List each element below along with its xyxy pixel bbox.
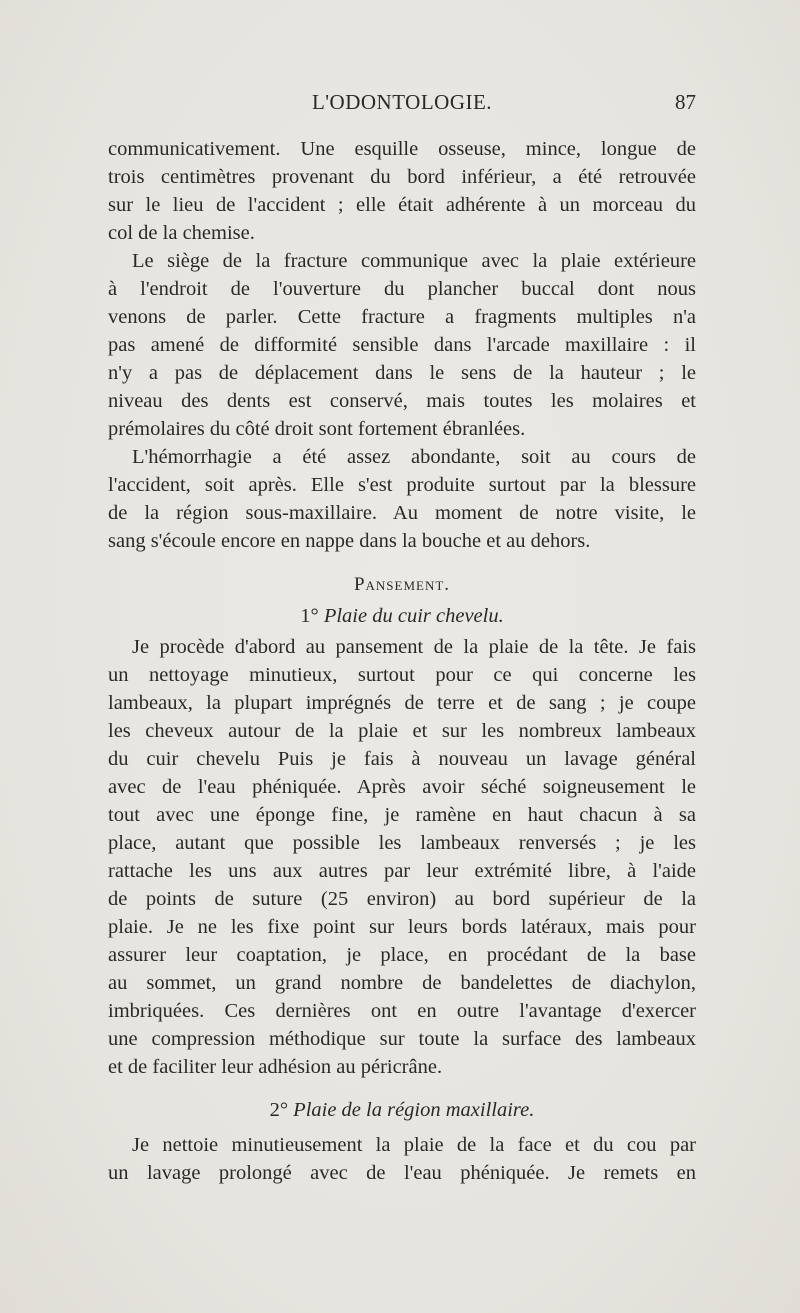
paragraph-face-cleaning bbox=[108, 1131, 696, 1187]
text-line: de points de suture (25 environ) au bord supérieur de la bbox=[108, 888, 696, 910]
text-line: un nettoyage minutieux, surtout pour ce qui concerne les bbox=[108, 664, 696, 686]
text-line: un lavage prolongé avec de l'eau phéniquée. Je remets en bbox=[108, 1162, 696, 1184]
text-line: niveau des dents est conservé, mais toutes les molaires et bbox=[108, 390, 696, 412]
text-line: l'accident, soit après. Elle s'est produite surtout par la blessure bbox=[108, 474, 696, 496]
text-line: une compression méthodique sur toute la surface des lambeaux bbox=[108, 1028, 696, 1050]
text-line: lambeaux, la plupart imprégnés de terre et de sang ; je coupe bbox=[108, 692, 696, 714]
text-line: du cuir chevelu Puis je fais à nouveau un lavage général bbox=[108, 748, 696, 770]
running-head bbox=[108, 90, 696, 120]
text-line: rattache les uns aux autres par leur extrémité libre, à l'aide bbox=[108, 860, 696, 882]
paragraph-fracture bbox=[108, 247, 696, 443]
text-line: n'y a pas de déplacement dans le sens de la hauteur ; le bbox=[108, 362, 696, 384]
text-line: plaie. Je ne les fixe point sur leurs bords latéraux, mais pour bbox=[108, 916, 696, 938]
text-line: L'hémorrhagie a été assez abondante, soit au cours de bbox=[132, 446, 696, 468]
paragraph-scalp-dressing bbox=[108, 633, 696, 1081]
text-line: communicativement. Une esquille osseuse, mince, longue de bbox=[108, 138, 696, 160]
text-line: sang s'écoule encore en nappe dans la bouche et au dehors. bbox=[108, 530, 591, 552]
text-line: à l'endroit de l'ouverture du plancher buccal dont nous bbox=[108, 278, 696, 300]
text-line: et de faciliter leur adhésion au péricrâne. bbox=[108, 1056, 443, 1078]
text-line: place, autant que possible les lambeaux renversés ; je les bbox=[108, 832, 696, 854]
text-line: au sommet, un grand nombre de bandelettes de diachylon, bbox=[108, 972, 696, 994]
text-line: venons de parler. Cette fracture a fragments multiples n'a bbox=[108, 306, 696, 328]
subheading-number: 1° bbox=[300, 605, 319, 627]
paragraph-hemorrhage bbox=[108, 443, 696, 555]
text-line: avec de l'eau phéniquée. Après avoir séché soigneusement le bbox=[108, 776, 696, 798]
subheading-number: 2° bbox=[269, 1099, 289, 1121]
page-number: 87 bbox=[675, 90, 696, 114]
text-line: sur le lieu de l'accident ; elle était adhérente à un morceau du bbox=[108, 194, 696, 216]
text-line: Le siège de la fracture communique avec la plaie extérieure bbox=[132, 250, 696, 272]
paragraph-continuation bbox=[108, 135, 696, 247]
body-text bbox=[108, 135, 696, 1187]
text-line: les cheveux autour de la plaie et sur les nombreux lambeaux bbox=[108, 720, 696, 742]
text-line: prémolaires du côté droit sont fortement ébranlées. bbox=[108, 418, 526, 440]
subheading-title: Plaie de la région maxillaire. bbox=[293, 1099, 535, 1121]
text-line: trois centimètres provenant du bord inférieur, a été retrouvée bbox=[108, 166, 696, 188]
text-line: col de la chemise. bbox=[108, 222, 255, 244]
text-line: tout avec une éponge fine, je ramène en haut chacun à sa bbox=[108, 804, 696, 826]
text-line: pas amené de difformité sensible dans l'arcade maxillaire : il bbox=[108, 334, 696, 356]
text-line: Je procède d'abord au pansement de la plaie de la tête. Je fais bbox=[132, 636, 696, 658]
subheading-maxillary-wound bbox=[108, 1095, 696, 1125]
text-line: de la région sous-maxillaire. Au moment de notre visite, le bbox=[108, 502, 696, 524]
text-line: assurer leur coaptation, je place, en procédant de la base bbox=[108, 944, 696, 966]
text-line: Je nettoie minutieusement la plaie de la face et du cou par bbox=[132, 1134, 696, 1156]
running-title: L'ODONTOLOGIE. bbox=[311, 90, 493, 114]
subheading-scalp-wound bbox=[108, 601, 696, 631]
section-heading: Pansement. bbox=[353, 574, 451, 595]
subheading-title: Plaie du cuir chevelu. bbox=[323, 605, 504, 627]
text-line: imbriquées. Ces dernières ont en outre l'avantage d'exercer bbox=[108, 1000, 696, 1022]
